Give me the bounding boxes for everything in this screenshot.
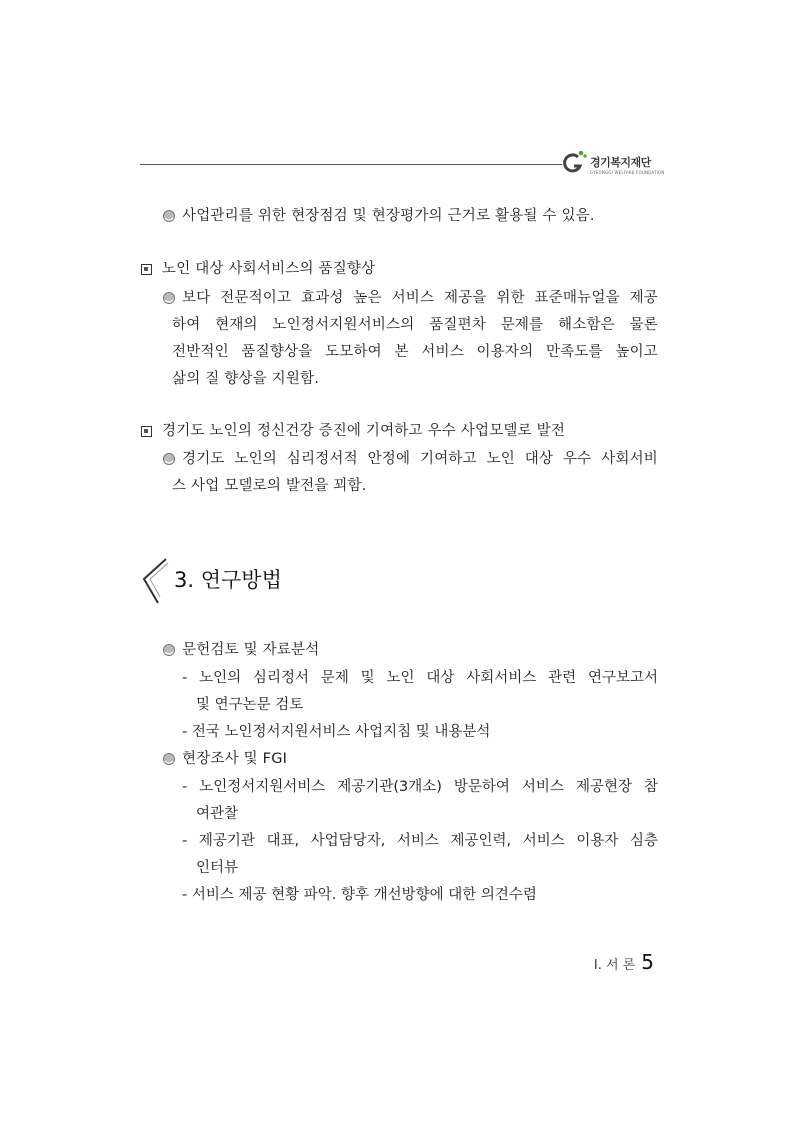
- square-bullet-icon: [141, 426, 152, 437]
- section-title: 3. 연구방법: [174, 568, 282, 592]
- logo-subtext: GYEONGGI WELFARE FOUNDATION: [590, 170, 665, 175]
- item-text: 사업관리를 위한 현장점검 및 현장평가의 근거로 활용될 수 있음.: [182, 208, 595, 224]
- sphere-bullet-icon: [162, 643, 176, 657]
- method-detail: - 제공기관 대표, 사업담당자, 서비스 제공인력, 서비스 이용자 심층: [182, 833, 658, 849]
- logo-text: 경기복지재단: [590, 156, 651, 169]
- sphere-bullet-icon: [162, 291, 176, 305]
- paragraph-line: 경기도 노인의 심리정서적 안정에 기여하고 노인 대상 우수 사회서비: [182, 451, 658, 467]
- header-rule: [140, 164, 562, 165]
- method-item: 문헌검토 및 자료분석: [182, 642, 320, 658]
- foundation-logo: [562, 148, 682, 180]
- square-bullet-icon: [141, 264, 152, 275]
- page-footer: [594, 950, 654, 974]
- paragraph-line: 전반적인 품질향상을 도모하여 본 서비스 이용자의 만족도를 높이고: [172, 344, 658, 360]
- paragraph-line: 하여 현재의 노인정서지원서비스의 품질편차 문제를 해소함은 물론: [172, 317, 658, 333]
- method-detail: 및 연구논문 검토: [196, 697, 304, 713]
- sphere-bullet-icon: [162, 752, 176, 766]
- logo-g-icon: [562, 148, 588, 178]
- section-heading: 경기도 노인의 정신건강 증진에 기여하고 우수 사업모델로 발전: [162, 423, 566, 439]
- method-detail: - 서비스 제공 현황 파악. 향후 개선방향에 대한 의견수렴: [182, 887, 537, 903]
- method-detail: - 노인정서지원서비스 제공기관(3개소) 방문하여 서비스 제공현장 참: [182, 779, 658, 795]
- paragraph-line: 삶의 질 향상을 지원함.: [172, 371, 320, 387]
- method-detail: - 전국 노인정서지원서비스 사업지침 및 내용분석: [182, 724, 491, 740]
- chapter-label: Ⅰ. 서 론: [593, 958, 636, 973]
- method-detail: 인터뷰: [196, 860, 239, 876]
- method-item: 현장조사 및 FGI: [182, 751, 288, 767]
- paragraph-line: 스 사업 모델로의 발전을 꾀함.: [172, 478, 367, 494]
- section-bracket-icon: [138, 555, 178, 607]
- sphere-bullet-icon: [162, 452, 176, 466]
- paragraph-line: 보다 전문적이고 효과성 높은 서비스 제공을 위한 표준매뉴얼을 제공: [182, 290, 658, 306]
- sphere-bullet-icon: [162, 209, 176, 223]
- method-detail: - 노인의 심리정서 문제 및 노인 대상 사회서비스 관련 연구보고서: [182, 670, 658, 686]
- page-number: 5: [641, 950, 654, 974]
- section-heading: 노인 대상 사회서비스의 품질향상: [162, 261, 376, 277]
- method-detail: 여관찰: [196, 806, 239, 822]
